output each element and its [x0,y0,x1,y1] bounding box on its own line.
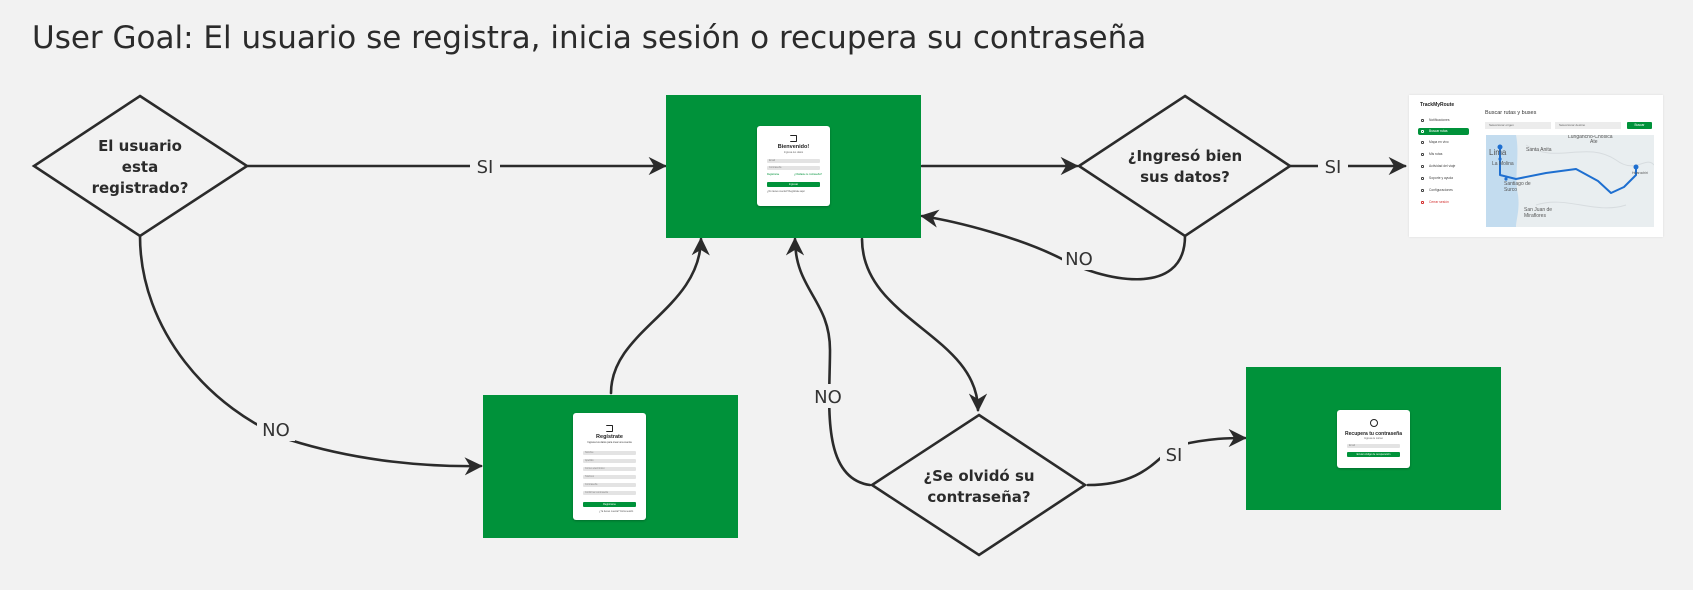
recover-heading: Recupera tu contraseña [1345,431,1402,437]
recover-subheading: Ingresa tu correo [1364,437,1383,440]
register-field-name[interactable]: Nombre [583,451,636,455]
map-icon [1421,141,1424,144]
origin-select[interactable]: Seleccionar origen [1485,122,1551,129]
register-screen [483,395,738,538]
decision-forgot-line2: contraseña? [927,488,1031,506]
decision-forgot-line1: ¿Se olvidó su [923,467,1035,485]
bell-icon [1421,119,1424,122]
edge-register-to-login [611,239,701,393]
help-icon [1421,177,1424,180]
label-forgot-yes: SI [1165,445,1183,466]
decision-correct-line2: sus datos? [1140,168,1230,186]
recover-screen [1246,367,1501,510]
dashboard-screen [1409,95,1663,237]
label-registered-no: NO [262,420,290,441]
map-label-sjm: San Juan de Miraflores [1524,207,1553,219]
login-forgot-link[interactable]: ¿Olvidaste tu contraseña? [794,173,822,176]
dashboard-search-heading: Buscar rutas y buses [1485,110,1537,116]
label-correct-no: NO [1065,249,1093,270]
nav-notifications[interactable]: Notificaciones [1418,117,1469,124]
register-field-password[interactable]: Contraseña [583,483,636,487]
edge-registered-no [140,236,481,466]
map-label-huarochiri: Huarochirí [1632,171,1649,175]
gear-icon [1421,189,1424,192]
map-label-la-molina: La Molina [1492,161,1514,167]
map-label-surco: Santiago de Surco [1504,181,1531,193]
route-icon [1421,130,1424,133]
decision-registered-line3: registrado? [91,179,189,197]
register-enter-icon [606,425,613,432]
decision-correct-line1: ¿Ingresó bien [1127,147,1243,165]
decision-registered-line1: El usuario [98,137,182,155]
decision-forgot-shape [872,415,1085,555]
login-button[interactable]: Ingresar [767,182,820,187]
nav-my-routes[interactable]: Mis rutas [1418,151,1469,158]
label-correct-yes: SI [1324,157,1342,178]
register-field-email[interactable]: Correo electrónico [583,467,636,471]
login-enter-icon [790,135,797,142]
search-button[interactable]: Buscar [1627,122,1652,129]
label-registered-yes: SI [476,157,494,178]
nav-support[interactable]: Soporte y ayuda [1418,175,1469,182]
label-forgot-no: NO [814,387,842,408]
decision-registered-line2: esta [121,158,159,176]
activity-icon [1421,165,1424,168]
register-field-confirm[interactable]: Confirmar contraseña [583,491,636,495]
destination-select[interactable]: Seleccionar destino [1555,122,1621,129]
map-label-santa-anita: Santa Anita [1526,147,1552,153]
map-label-lima: Lima [1489,148,1507,157]
nav-search-routes[interactable]: Buscar rutas [1418,128,1469,135]
login-email-field[interactable]: Email [767,159,820,163]
login-screen [666,95,921,238]
list-icon [1421,153,1424,156]
nav-logout[interactable]: Cerrar sesión [1418,199,1469,206]
diagram-title: User Goal: El usuario se registra, inicia sesión o recupera su contraseña [32,20,1147,56]
recover-button[interactable]: Enviar código de recuperación [1347,452,1400,457]
login-password-field[interactable]: Contraseña [767,166,820,170]
register-heading: Regístrate [596,434,623,440]
decision-correct-data-shape [1079,96,1290,236]
nav-live-map[interactable]: Mapa en vivo [1418,139,1469,146]
recover-lock-icon [1370,419,1378,427]
login-footer[interactable]: ¿No tienes cuenta? Regístrate aquí [767,190,805,193]
map-label-lurigancho: Lurigancho-Chosica [1568,135,1613,140]
register-button[interactable]: Registrarse [583,502,636,507]
nav-settings[interactable]: Configuraciones [1418,187,1469,194]
login-register-link[interactable]: Registrarse [767,173,780,176]
login-subheading: Ingresa tus datos [783,151,804,154]
register-subheading: Ingresa tus datos para crear una cuenta [587,441,632,444]
map-label-ate: Ate [1590,139,1598,145]
route-map[interactable] [1486,135,1654,227]
register-card [573,413,646,520]
register-field-lastname[interactable]: Apellido [583,459,636,463]
nav-trip-activity[interactable]: Actividad del viaje [1418,163,1469,170]
login-card [757,126,830,206]
edge-correct-no [922,216,1185,279]
recover-email-field[interactable]: Email [1347,444,1400,448]
login-heading: Bienvenido! [777,144,810,150]
register-footer[interactable]: ¿Ya tienes cuenta? Inicia sesión [599,510,634,513]
edge-login-to-forgot [862,239,978,410]
register-field-phone[interactable]: Teléfono [583,475,636,479]
recover-card [1337,410,1410,468]
edge-forgot-no [795,239,870,485]
dashboard-brand: TrackMyRoute [1420,102,1455,108]
logout-icon [1421,201,1424,204]
